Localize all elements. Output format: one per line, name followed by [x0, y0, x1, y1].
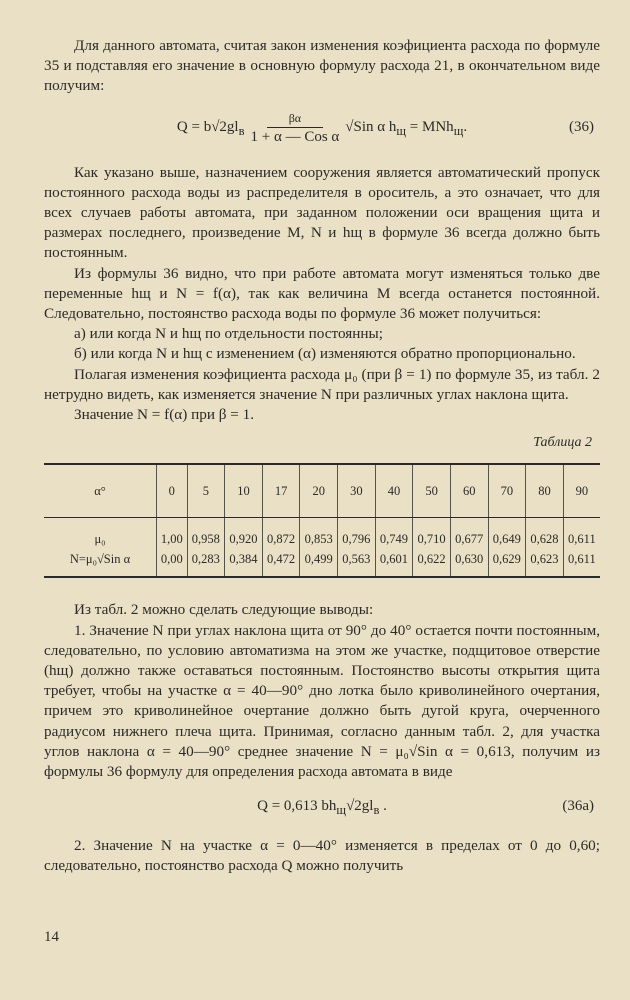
formula-36-right: √Sin α $h_щ = MNh_щ$. [345, 118, 468, 138]
table-cell: 0,853 [300, 518, 338, 549]
table-cell: 0,710 [413, 518, 451, 549]
formula-36-left: $Q = b√2gl_в$ [176, 118, 245, 138]
paragraph-variables: Из формулы 36 видно, что при работе автомата могут изменяться только две переменные hщ и N = f(α), так как величина M всегда останется постоянной. Следовательно, постоянство расхода воды по формуле 36 может получиться: [44, 264, 600, 323]
list-item-a: а) или когда N и hщ по отдельности постоянны; [74, 325, 383, 343]
formula-36a [44, 788, 600, 828]
header-cell: 30 [338, 464, 376, 518]
table-cell: 0,611 [563, 518, 600, 549]
formula-36-number: (36) [569, 118, 594, 135]
table-cell: 0,677 [450, 518, 488, 549]
table-cell: 0,796 [338, 518, 376, 549]
header-cell: 0 [157, 464, 188, 518]
table-row-mu [44, 518, 600, 549]
row-label: μ₀ [94, 531, 106, 546]
table-cell: 0,384 [225, 548, 263, 577]
list-item-b: б) или когда N и hщ с изменением (α) изменяются обратно пропорционально. [74, 345, 576, 363]
header-cell: 60 [450, 464, 488, 518]
paragraph-intro: Для данного автомата, считая закон изменения коэфициента расхода по формуле 35 и подставляя его значение в основную формулу расхода 21, в окончательном виде получим: [44, 37, 600, 95]
table-header-row [44, 464, 600, 518]
header-label: α° [44, 464, 157, 518]
table-caption: Таблица 2 [533, 435, 592, 451]
table-cell: 0,958 [187, 518, 225, 549]
table-row-n [44, 548, 600, 577]
paragraph-purpose: Как указано выше, назначением сооружения является автоматический пропуск постоянного расхода воды из распределителя в ороситель, а это означает, что для всех случаев работы автомата, при заданном положении оси вращения щита и размерах последнего, произведение M, N и hщ в формуле 36 всегда должно быть постоянным. [44, 163, 600, 262]
paragraph-conclusions-intro: Из табл. 2 можно сделать следующие выводы: [74, 601, 374, 619]
paragraph-coefficient: Полагая изменения коэфициента расхода μ₀ (при β = 1) по формуле 35, из табл. 2 нетрудно видеть, как изменяется значение N при различных углах наклона щита. [44, 365, 600, 403]
table-cell: 0,628 [526, 518, 564, 549]
header-cell: 70 [488, 464, 526, 518]
table-cell: 0,622 [413, 548, 451, 577]
table-cell: 0,601 [375, 548, 413, 577]
header-cell: 10 [225, 464, 263, 518]
table-cell: 0,649 [488, 518, 526, 549]
formula-36a-number: (36a) [562, 798, 594, 815]
table-cell: 0,629 [488, 548, 526, 577]
page-number: 14 [44, 929, 59, 945]
fraction-numerator: βα [267, 111, 323, 128]
paragraph-conclusion-1: 1. Значение N при углах наклона щита от 90° до 40° остается почти постоянным, следовательно, по условию автоматизма на этом же участке, подщитовое отверстие (hщ) должно также оставаться постоянным. Постоянство высоты открытия щита требует, чтобы на участке α = 40—90° дно лотка было криволинейного очертания, причем это криволинейное очертание должно быть дугой круга, очерченного радиусом нижнего плеча щита. Принимая, согласно данным табл. 2, для участка углов наклона α = 40—90° среднее значение N = μ₀√Sin α = 0,613, получим из формулы 36 формулу для определения расхода автомата в виде [44, 621, 600, 781]
header-cell: 5 [187, 464, 225, 518]
table-cell: 0,472 [262, 548, 300, 577]
table-cell: 0,499 [300, 548, 338, 577]
table-cell: 0,630 [450, 548, 488, 577]
table-cell: 0,00 [157, 548, 188, 577]
table-cell: 0,611 [563, 548, 600, 577]
table-cell: 0,872 [262, 518, 300, 549]
table-cell: 0,563 [338, 548, 376, 577]
header-cell: 20 [300, 464, 338, 518]
table-cell: 1,00 [157, 518, 188, 549]
formula-36-fraction [251, 111, 340, 146]
data-table [44, 463, 600, 578]
table-cell: 0,749 [375, 518, 413, 549]
table-cell: 0,623 [526, 548, 564, 577]
fraction-denominator: 1 + α — Cos α [250, 129, 340, 146]
paragraph-conclusion-2: 2. Значение N на участке α = 0—40° изменяется в пределах от 0 до 0,60; следовательно, постоянство расхода Q можно получить [44, 837, 600, 875]
header-cell: 90 [563, 464, 600, 518]
header-cell: 40 [375, 464, 413, 518]
table-cell: 0,283 [187, 548, 225, 577]
header-cell: 80 [526, 464, 564, 518]
row-label: N=μ₀√Sin α [44, 548, 157, 577]
header-cell: 17 [262, 464, 300, 518]
formula-36 [44, 103, 600, 155]
header-cell: 50 [413, 464, 451, 518]
paragraph-table-intro: Значение N = f(α) при β = 1. [74, 406, 255, 424]
formula-36a-body: Q = 0,613 $bh_щ√2gl_в$ . [257, 798, 387, 818]
table-cell: 0,920 [225, 518, 263, 549]
